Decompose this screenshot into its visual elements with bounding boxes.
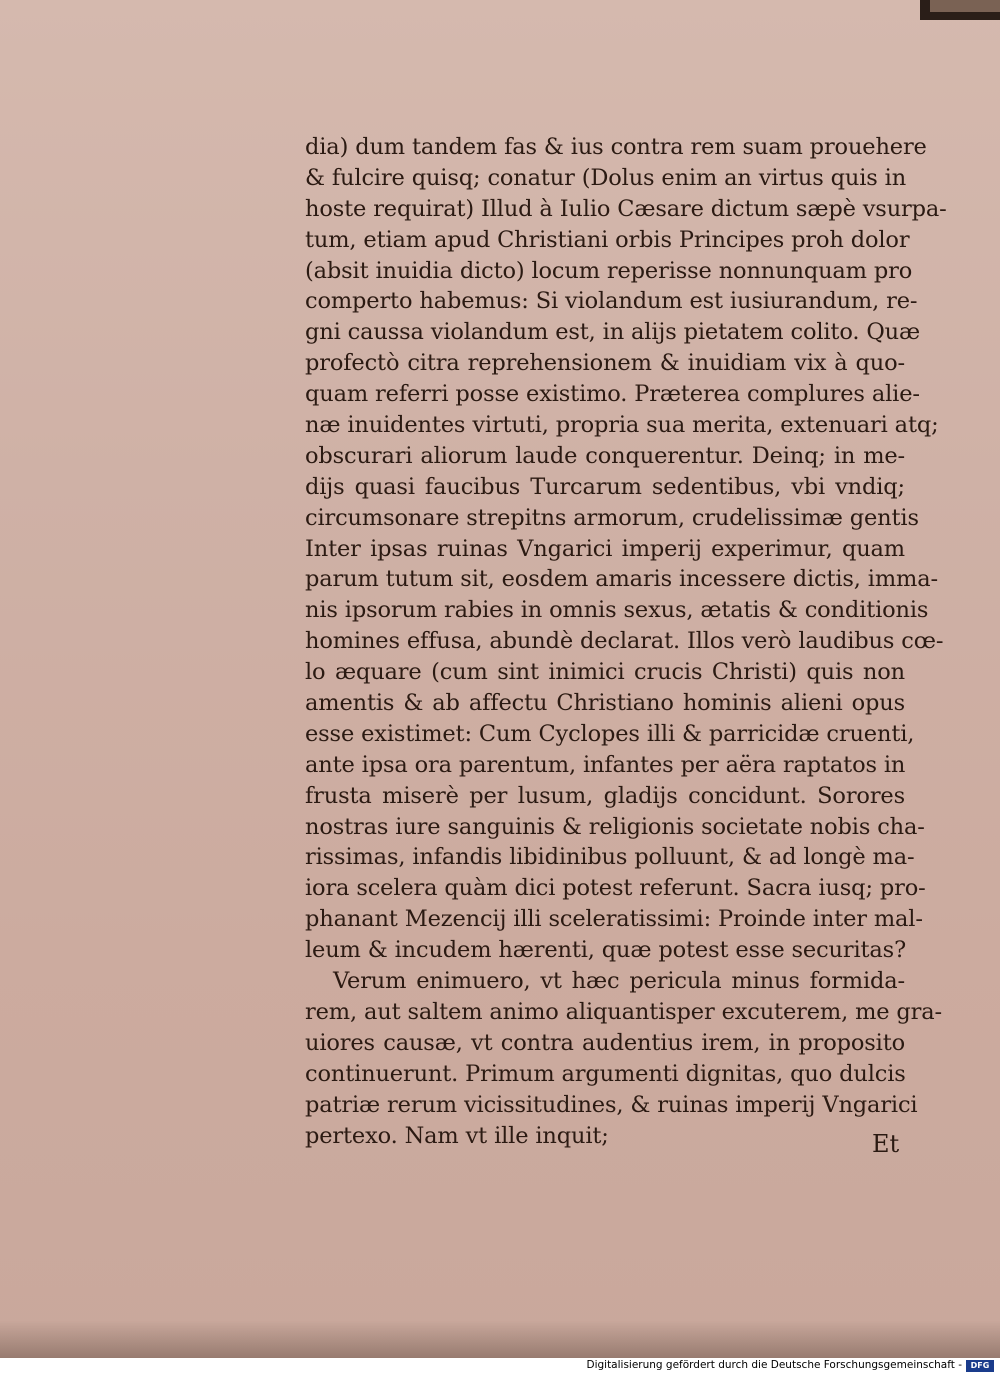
text-line: gni caussa violandum est, in alijs pietatem colito. Quæ [305, 319, 920, 346]
text-line: homines effusa, abundè declarat. Illos verò laudibus cœ- [305, 628, 944, 655]
text-line: continuerunt. Primum argumenti dignitas, quo dulcis [305, 1060, 906, 1087]
digitization-credit: Digitalisierung gefördert durch die Deutsche Forschungsgemeinschaft - [586, 1359, 962, 1371]
text-line: pertexo. Nam vt ille inquit; [305, 1122, 609, 1149]
catchword: Et [872, 1130, 900, 1158]
text-line: rem, aut saltem animo aliquantisper excuterem, me gra- [305, 998, 943, 1025]
text-line: tum, etiam apud Christiani orbis Principes proh dolor [305, 226, 910, 253]
text-line: comperto habemus: Si violandum est iusiurandum, re- [305, 288, 918, 315]
text-line: Inter ipsas ruinas Vngarici imperij experimur, quam [305, 535, 905, 562]
text-line: ante ipsa ora parentum, infantes per aëra raptatos in [305, 751, 906, 778]
text-line: quam referri posse existimo. Præterea complures alie- [305, 381, 920, 408]
text-line: profectò citra reprehensionem & inuidiam vix à quo- [305, 350, 905, 377]
page-bottom-edge [0, 1320, 1000, 1358]
paragraph-start-line: Verum enimuero, vt hæc pericula minus formida- [333, 968, 905, 995]
binding-strip [930, 0, 1000, 12]
text-line: leum & incudem hærenti, quæ potest esse securitas? [305, 937, 906, 964]
text-line: patriæ rerum vicissitudines, & ruinas imperij Vngarici [305, 1091, 918, 1118]
text-line: circumsonare strepitns armorum, crudelissimæ gentis [305, 504, 919, 531]
text-line: phanant Mezencij illi sceleratissimi: Proinde inter mal- [305, 906, 923, 933]
dfg-logo: DFG [966, 1360, 994, 1372]
text-line: nostras iure sanguinis & religionis societate nobis cha- [305, 813, 925, 840]
text-line: dijs quasi faucibus Turcarum sedentibus, vbi vndiq; [305, 473, 905, 500]
text-line: næ inuidentes virtuti, propria sua merita, extenuari atq; [305, 412, 939, 439]
text-line: amentis & ab affectu Christiano hominis alieni opus [305, 690, 905, 717]
text-line: uiores causæ, vt contra audentius irem, in proposito [305, 1029, 905, 1056]
text-line: obscurari aliorum laude conquerentur. Deinq; in me- [305, 442, 905, 469]
text-line: frusta miserè per lusum, gladijs concidunt. Sorores [305, 782, 905, 809]
text-line: & fulcire quisq; conatur (Dolus enim an virtus quis in [305, 164, 907, 191]
text-line: rissimas, infandis libidinibus polluunt, & ad longè ma- [305, 844, 915, 871]
text-line: hoste requirat) Illud à Iulio Cæsare dictum sæpè vsurpa- [305, 195, 947, 222]
text-line: dia) dum tandem fas & ius contra rem suam prouehere [305, 134, 927, 160]
text-line: lo æquare (cum sint inimici crucis Christi) quis non [305, 659, 905, 686]
text-line: (absit inuidia dicto) locum reperisse nonnunquam pro [305, 257, 913, 284]
body-text [305, 132, 947, 1151]
text-line: esse existimet: Cum Cyclopes illi & parricidæ cruenti, [305, 720, 915, 747]
text-line: nis ipsorum rabies in omnis sexus, ætatis & conditionis [305, 597, 929, 624]
text-line: parum tutum sit, eosdem amaris incessere dictis, imma- [305, 566, 938, 593]
text-line: iora scelera quàm dici potest referunt. Sacra iusq; pro- [305, 875, 926, 902]
